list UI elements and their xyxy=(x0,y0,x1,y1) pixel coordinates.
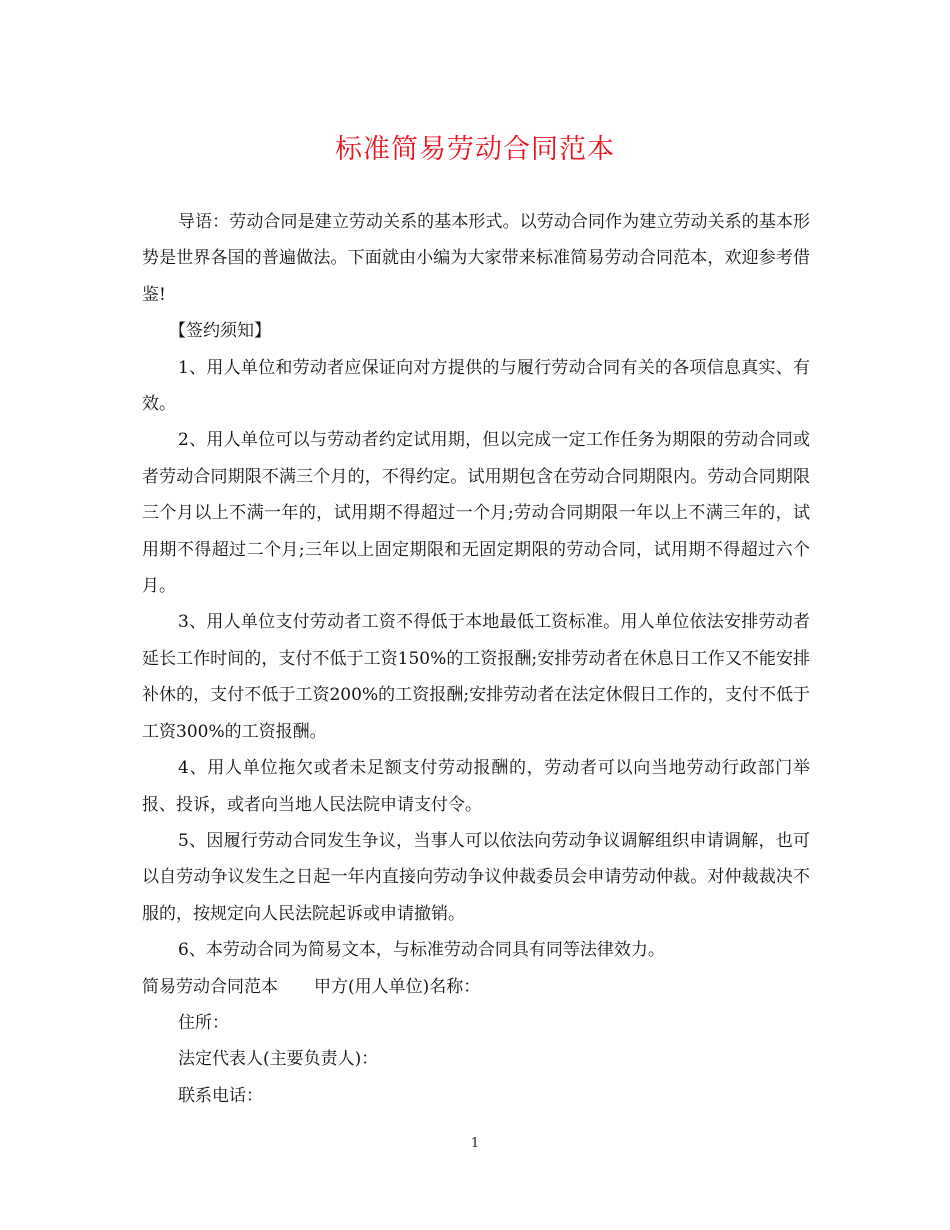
notice-item-1: 1、用人单位和劳动者应保证向对方提供的与履行劳动合同有关的各项信息真实、有效。 xyxy=(142,357,810,415)
party-a-name-label: 甲方(用人单位)名称： xyxy=(314,976,481,997)
notice-item-6: 6、本劳动合同为简易文本，与标准劳动合同具有同等法律效力。 xyxy=(178,940,665,961)
notice-item-2: 2、用人单位可以与劳动者约定试用期，但以完成一定工作任务为期限的劳动合同或者劳动合同期限不满三个月的，不得约定。试用期包含在劳动合同期限内。劳动合同期限三个月以上不满一年的，试用期不得超过一个月;劳动合同期限一年以上不满三年的，试用期不得超过二个月;三年以上固定期限和无固定期限的劳动合同，试用期不得超过六个月。 xyxy=(142,430,810,597)
contract-header-row xyxy=(142,969,810,1005)
legal-rep-field-label: 法定代表人(主要负责人)： xyxy=(178,1049,379,1070)
notice-heading: 【签约须知】 xyxy=(169,321,271,342)
intro-paragraph: 导语：劳动合同是建立劳动关系的基本形式。以劳动合同作为建立劳动关系的基本形势是世界各国的普遍做法。下面就由小编为大家带来标准简易劳动合同范本，欢迎参考借鉴! xyxy=(142,212,810,305)
phone-field-label: 联系电话： xyxy=(178,1085,263,1106)
notice-item-3: 3、用人单位支付劳动者工资不得低于本地最低工资标准。用人单位依法安排劳动者延长工作时间的，支付不低于工资150%的工资报酬;安排劳动者在休息日工作又不能安排补休的，支付不低于工资200%的工资报酬;安排劳动者在法定休假日工作的，支付不低于工资300%的工资报酬。 xyxy=(142,612,810,742)
document-title: 标准简易劳动合同范本 xyxy=(335,134,615,165)
address-field-label: 住所： xyxy=(178,1012,229,1033)
document-body xyxy=(142,204,810,1114)
notice-item-4: 4、用人单位拖欠或者未足额支付劳动报酬的，劳动者可以向当地劳动行政部门举报、投诉，或者向当地人民法院申请支付令。 xyxy=(142,758,810,815)
contract-label: 简易劳动合同范本 xyxy=(142,976,278,997)
page-number: 1 xyxy=(470,1136,480,1151)
notice-item-5: 5、因履行劳动合同发生争议，当事人可以依法向劳动争议调解组织申请调解，也可以自劳动争议发生之日起一年内直接向劳动争议仲裁委员会申请劳动仲裁。对仲裁裁决不服的，按规定向人民法院起诉或申请撤销。 xyxy=(142,830,810,924)
